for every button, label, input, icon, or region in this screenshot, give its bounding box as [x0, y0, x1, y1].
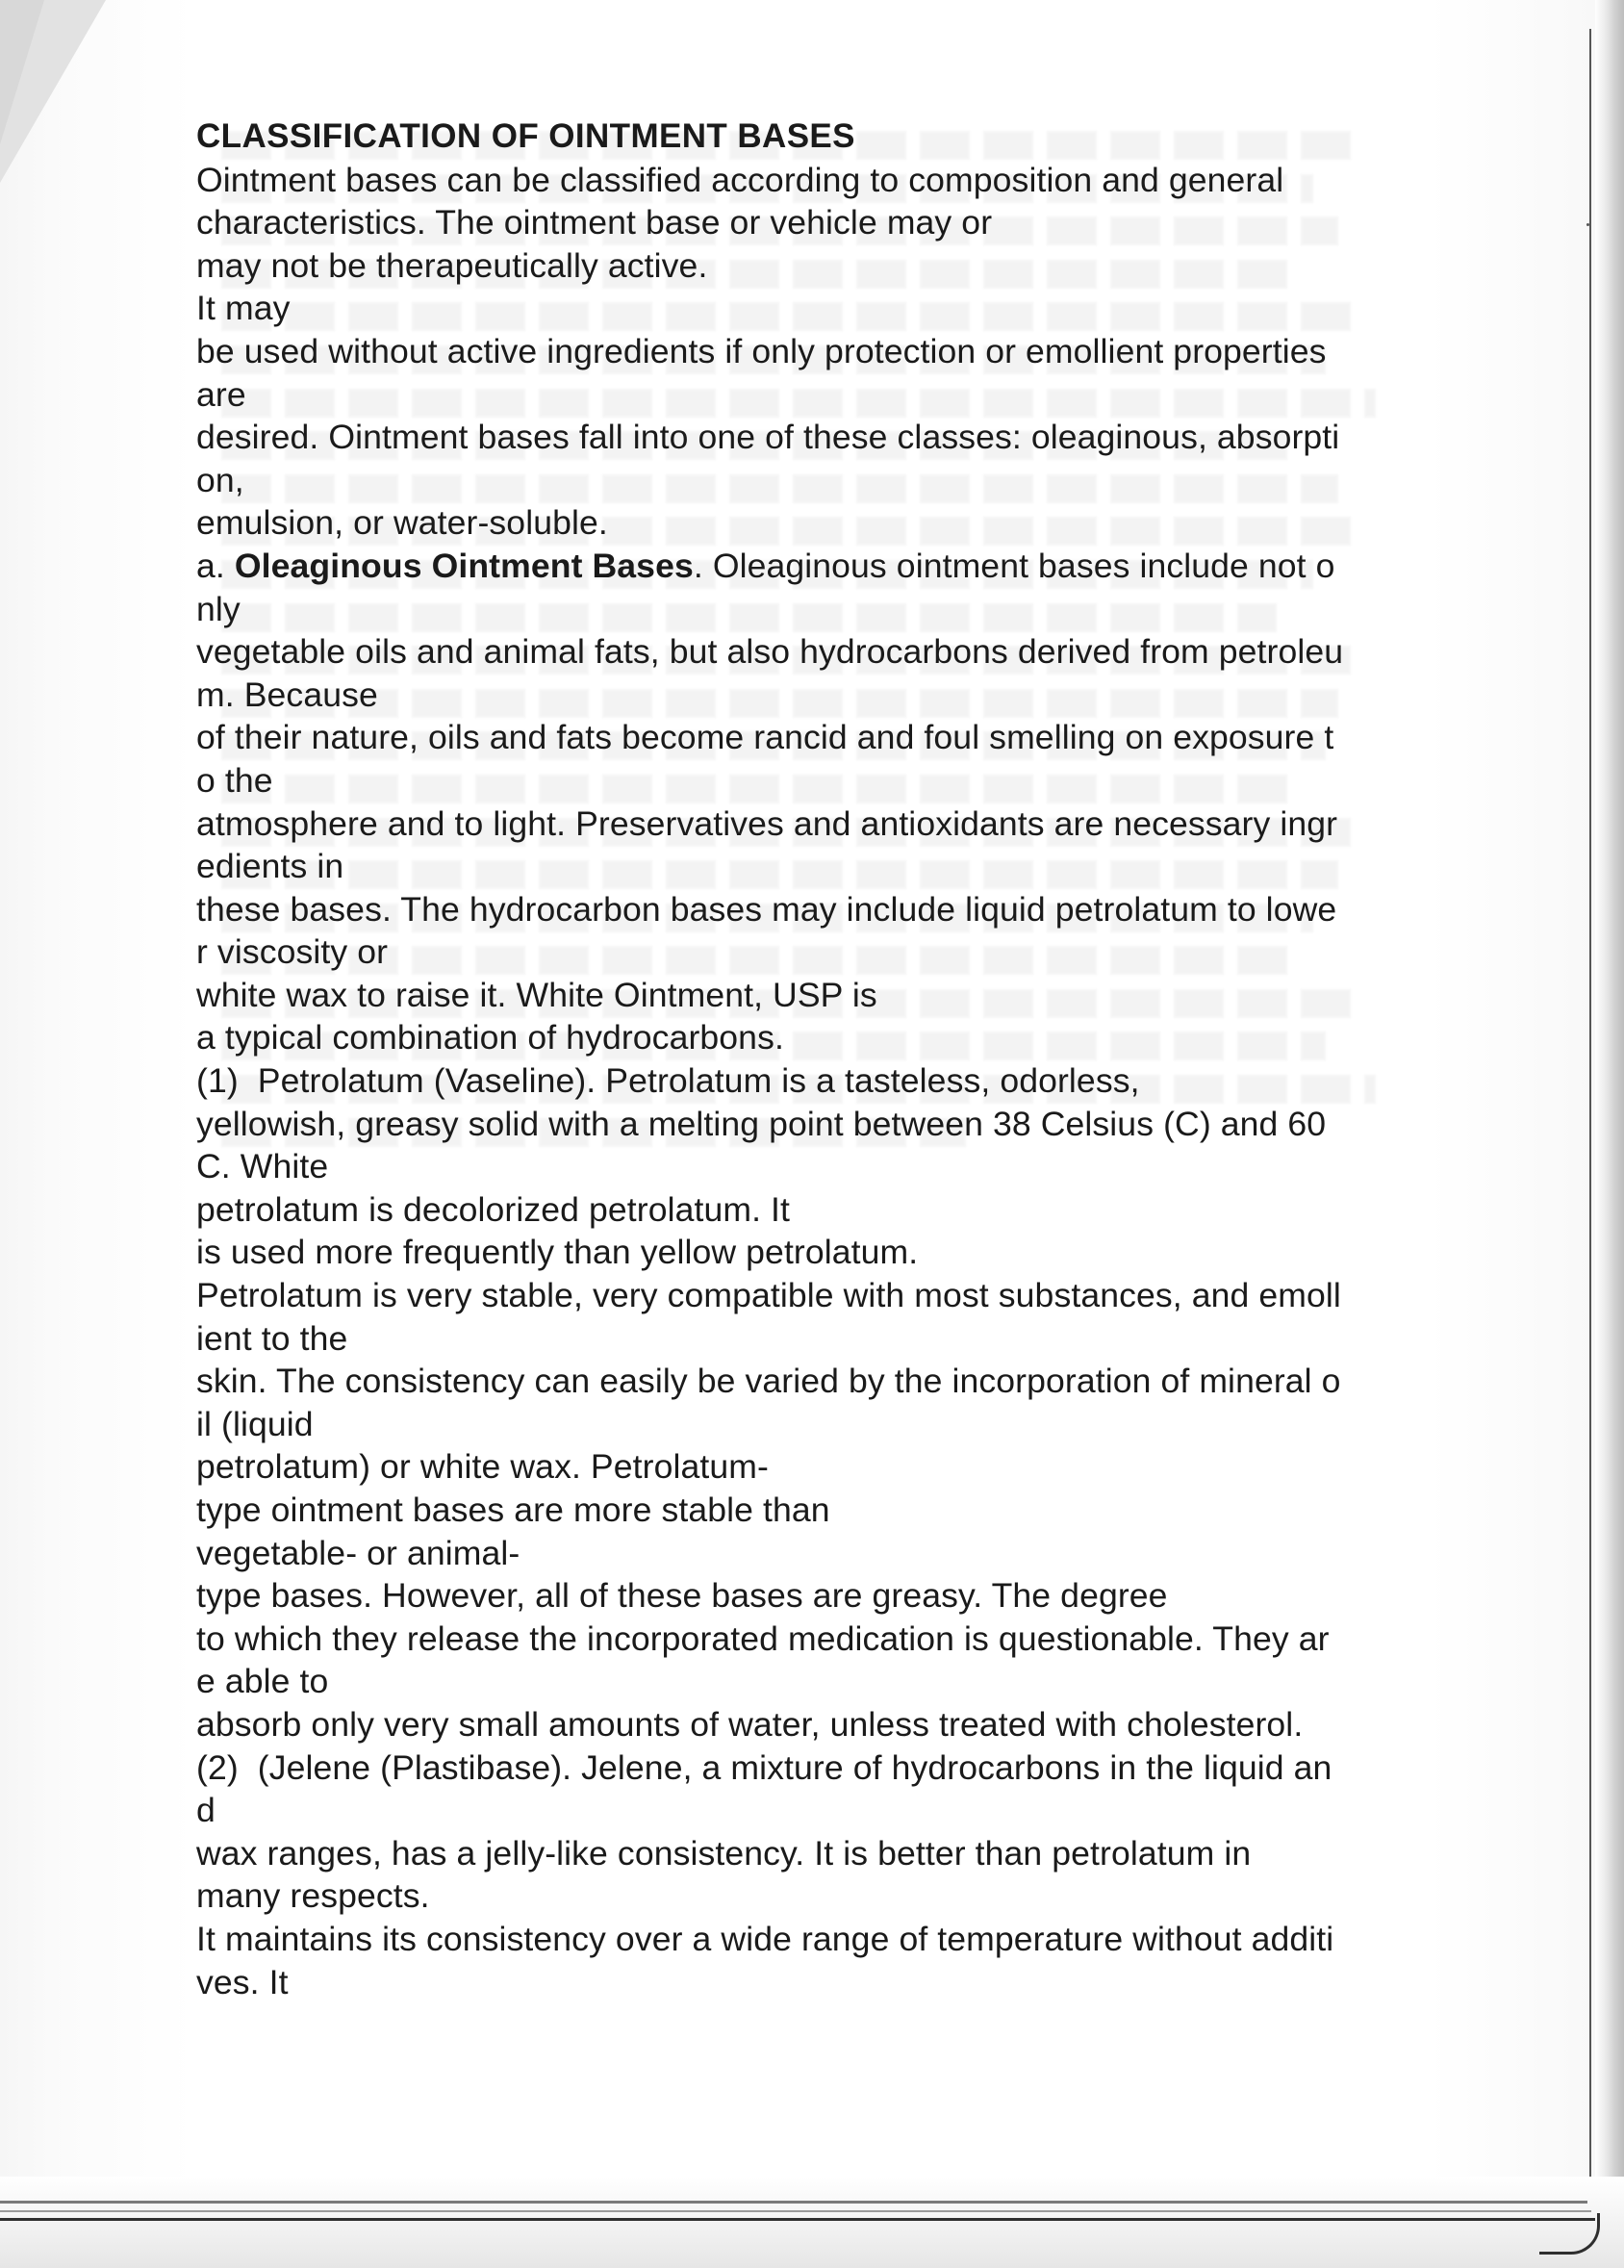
text-line: many respects. — [196, 1876, 430, 1916]
text-line: these bases. The hydrocarbon bases may include liquid petrolatum to lowe — [196, 889, 1337, 929]
text-line: are — [196, 374, 246, 414]
text-line: may not be therapeutically active. — [196, 245, 708, 285]
text-line: type bases. However, all of these bases are greasy. The degree — [196, 1576, 1168, 1616]
text-line: to which they release the incorporated medication is questionable. They ar — [196, 1618, 1330, 1658]
section-a-line — [196, 545, 1447, 588]
scan-speck — [1586, 223, 1589, 226]
text-line: is used more frequently than yellow petrolatum. — [196, 1233, 919, 1272]
text-line: Ointment bases can be classified according to composition and general — [196, 160, 1284, 199]
text-line: nly — [196, 589, 241, 628]
section-a-prefix: a. — [196, 546, 235, 585]
bottom-edge-line — [0, 2201, 1587, 2204]
text-line: emulsion, or water-soluble. — [196, 503, 608, 543]
text-line: d — [196, 1791, 216, 1830]
text-line: absorb only very small amounts of water, unless treated with cholesterol. — [196, 1704, 1304, 1744]
text-line: atmosphere and to light. Preservatives and antioxidants are necessary ingr — [196, 803, 1338, 843]
text-line: ient to the — [196, 1318, 348, 1358]
text-line: o the — [196, 760, 273, 800]
text-line: wax ranges, has a jelly-like consistency. It is better than petrolatum in — [196, 1833, 1252, 1873]
text-line: r viscosity or — [196, 932, 389, 972]
text-line: m. Because — [196, 675, 378, 714]
folded-corner-shadow — [0, 0, 44, 144]
text-line: vegetable oils and animal fats, but also hydrocarbons derived from petroleu — [196, 632, 1344, 672]
text-line: e able to — [196, 1662, 329, 1701]
text-line: of their nature, oils and fats become rancid and foul smelling on exposure t — [196, 718, 1334, 757]
text-line: C. White — [196, 1147, 329, 1186]
text-line: type ointment bases are more stable than — [196, 1491, 830, 1529]
document-body — [196, 115, 1447, 2003]
bottom-edge-line — [0, 2218, 1595, 2221]
scan-right-edge — [1595, 0, 1624, 2268]
text-line: white wax to raise it. White Ointment, USP is — [196, 975, 877, 1014]
text-line: skin. The consistency can easily be varied by the incorporation of mineral o — [196, 1362, 1341, 1401]
bottom-edge-line — [0, 2210, 1591, 2212]
text-line: edients in — [196, 847, 344, 886]
text-line: il (liquid — [196, 1404, 314, 1443]
text-line: yellowish, greasy solid with a melting point between 38 Celsius (C) and 60 — [196, 1104, 1327, 1143]
text-line: on, — [196, 460, 244, 499]
text-line: It maintains its consistency over a wide range of temperature without additi — [196, 1919, 1334, 1958]
text-line: a typical combination of hydrocarbons. — [196, 1018, 784, 1058]
text-line: desired. Ointment bases fall into one of these classes: oleaginous, absorpti — [196, 418, 1340, 457]
text-line: be used without active ingredients if only protection or emollient properties — [196, 331, 1327, 370]
section-a-text: . Oleaginous ointment bases include not o — [693, 546, 1335, 585]
text-line: Petrolatum is very stable, very compatible with most substances, and emoll — [196, 1276, 1341, 1315]
page-edge-line — [1589, 29, 1591, 2232]
text-line: petrolatum is decolorized petrolatum. It — [196, 1189, 791, 1229]
text-line: ves. It — [196, 1962, 289, 2001]
text-line: vegetable- or animal- — [196, 1533, 520, 1572]
text-line: It may — [196, 289, 291, 328]
text-line: characteristics. The ointment base or vehicle may or — [196, 203, 993, 242]
scan-bottom-band — [0, 2177, 1624, 2268]
text-line: (1) Petrolatum (Vaseline). Petrolatum is a tasteless, odorless, — [196, 1061, 1140, 1101]
document-heading: CLASSIFICATION OF OINTMENT BASES — [196, 117, 855, 155]
section-a-title: Oleaginous Ointment Bases — [234, 546, 694, 585]
text-line: petrolatum) or white wax. Petrolatum- — [196, 1447, 769, 1487]
text-line: (2) (Jelene (Plastibase). Jelene, a mixture of hydrocarbons in the liquid an — [196, 1747, 1332, 1787]
